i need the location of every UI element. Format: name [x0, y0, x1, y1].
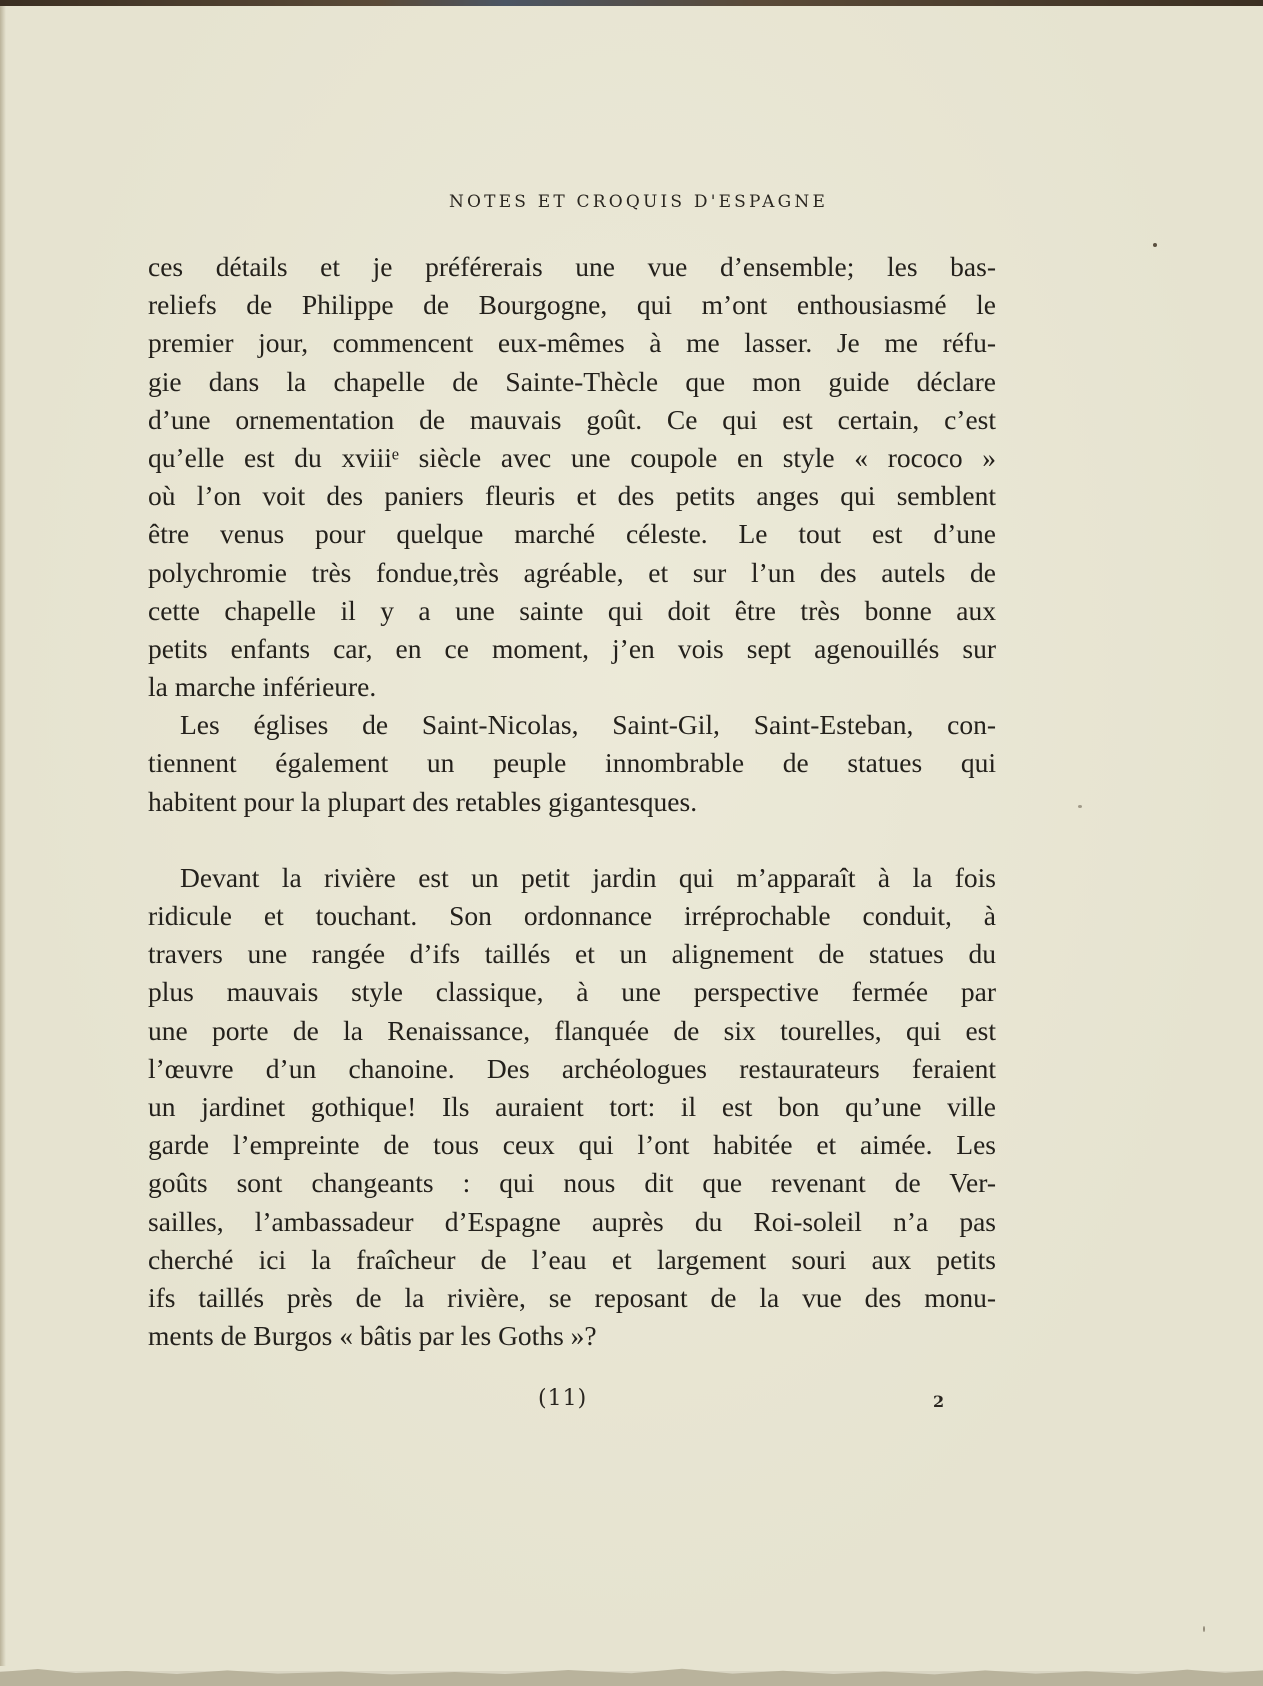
paper-speck	[1203, 1626, 1205, 1632]
text-line: garde l’empreinte de tous ceux qui l’ont habitée et aimée. Les	[148, 1129, 996, 1161]
text-line: une porte de la Renaissance, flanquée de six tourelles, qui est	[148, 1014, 996, 1046]
text-line: ments de Burgos « bâtis par les Goths »?	[148, 1320, 597, 1352]
section-break	[148, 821, 996, 859]
text-line: la marche inférieure.	[148, 671, 377, 703]
text-line: ridicule et touchant. Son ordonnance irréprochable conduit, à	[148, 900, 996, 931]
text-line: petits enfants car, en ce moment, j’en vois sept agenouillés sur	[148, 632, 996, 664]
paper-speck	[1153, 243, 1157, 247]
text-line: Les églises de Saint-Nicolas, Saint-Gil, Saint-Esteban, con-	[180, 709, 996, 741]
text-line: un jardinet gothique! Ils auraient tort: il est bon qu’une ville	[148, 1090, 996, 1122]
text-line: gie dans la chapelle de Sainte-Thècle que mon guide déclare	[148, 365, 996, 397]
text-line: être venus pour quelque marché céleste. Le tout est d’une	[148, 518, 996, 550]
text-line: habitent pour la plupart des retables gigantesques.	[148, 785, 698, 817]
text-line: plus mauvais style classique, à une perspective fermée par	[148, 976, 996, 1008]
text-line: reliefs de Philippe de Bourgogne, qui m’ont enthousiasmé le	[148, 289, 996, 321]
text-line: polychromie très fondue,très agréable, et sur l’un des autels de	[148, 556, 996, 588]
paragraph	[148, 248, 996, 706]
text-line: premier jour, commencent eux-mêmes à me lasser. Je me réfu-	[148, 327, 996, 359]
text-line: Devant la rivière est un petit jardin qui m’apparaît à la fois	[180, 861, 996, 893]
body-text	[148, 248, 996, 1355]
paragraph	[148, 706, 996, 821]
signature-mark: 2	[933, 1392, 945, 1411]
text-line: ifs taillés près de la rivière, se reposant de la vue des monu-	[148, 1281, 996, 1313]
text-line: où l’on voit des paniers fleuris et des petits anges qui semblent	[148, 480, 996, 512]
running-head: NOTES ET CROQUIS D'ESPAGNE	[448, 192, 829, 212]
paper-speck	[1078, 805, 1082, 808]
text-line: l’œuvre d’un chanoine. Des archéologues restaurateurs feraient	[148, 1052, 996, 1084]
text-line: qu’elle est du xviiiᵉ siècle avec une coupole en style « rococo »	[148, 441, 996, 473]
text-line: d’une ornementation de mauvais goût. Ce qui est certain, c’est	[148, 403, 996, 435]
text-line: goûts sont changeants : qui nous dit que revenant de Ver-	[148, 1167, 996, 1199]
text-line: cherché ici la fraîcheur de l’eau et largement souri aux petits	[148, 1243, 996, 1275]
paragraph	[148, 859, 996, 1355]
page-number: (11)	[538, 1386, 588, 1411]
text-line: cette chapelle il y a une sainte qui doit être très bonne aux	[148, 594, 996, 626]
text-line: travers une rangée d’ifs taillés et un alignement de statues du	[148, 938, 996, 970]
text-line: tiennent également un peuple innombrable de statues qui	[148, 747, 996, 779]
text-line: sailles, l’ambassadeur d’Espagne auprès du Roi-soleil n’a pas	[148, 1205, 996, 1237]
text-line: ces détails et je préférerais une vue d’ensemble; les bas-	[148, 251, 996, 282]
page-gutter-shadow	[0, 6, 6, 1666]
